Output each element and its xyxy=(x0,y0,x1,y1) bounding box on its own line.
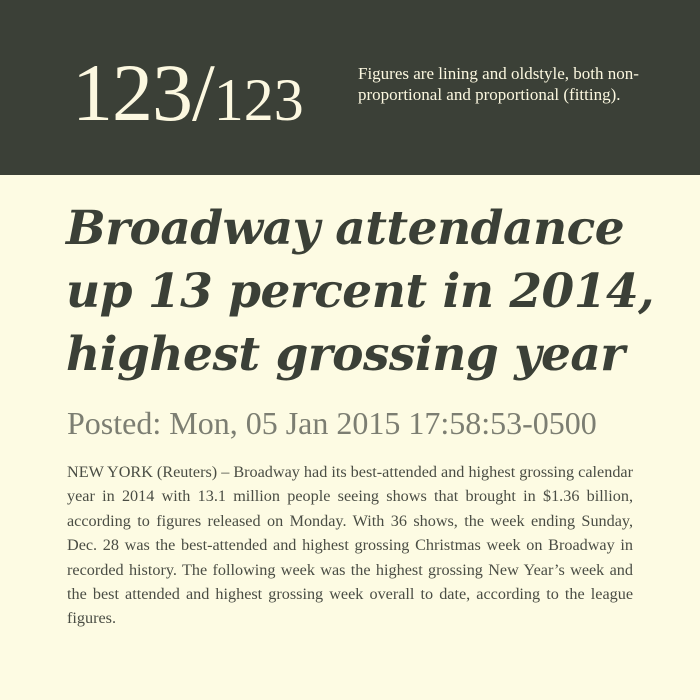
figures-sample xyxy=(72,47,304,138)
lining-figures: 123/ xyxy=(72,47,214,138)
figures-description: Figures are lining and oldstyle, both non-proportional and proportional (fitting). xyxy=(358,64,639,104)
oldstyle-figures: 123 xyxy=(213,67,304,133)
article-body: NEW YORK (Reuters) – Broadway had its best-attended and highest grossing calendar year in 2014 with 13.1 million people seeing shows that brought in $1.36 billion, according to figures released on Monday. With 36 shows, the week ending Sunday, Dec. 28 was the best-attended and highest grossing Christmas week on Broadway in recorded history. The following week was the highest grossing New Year’s week and the best attended and highest grossing week overall to date, according to the league figures. xyxy=(67,463,633,628)
header-banner xyxy=(0,0,700,175)
article-headline: Broadway attendance up 13 percent in 2014, highest grossing year xyxy=(66,201,655,382)
posted-timestamp: Posted: Mon, 05 Jan 2015 17:58:53-0500 xyxy=(67,405,597,441)
